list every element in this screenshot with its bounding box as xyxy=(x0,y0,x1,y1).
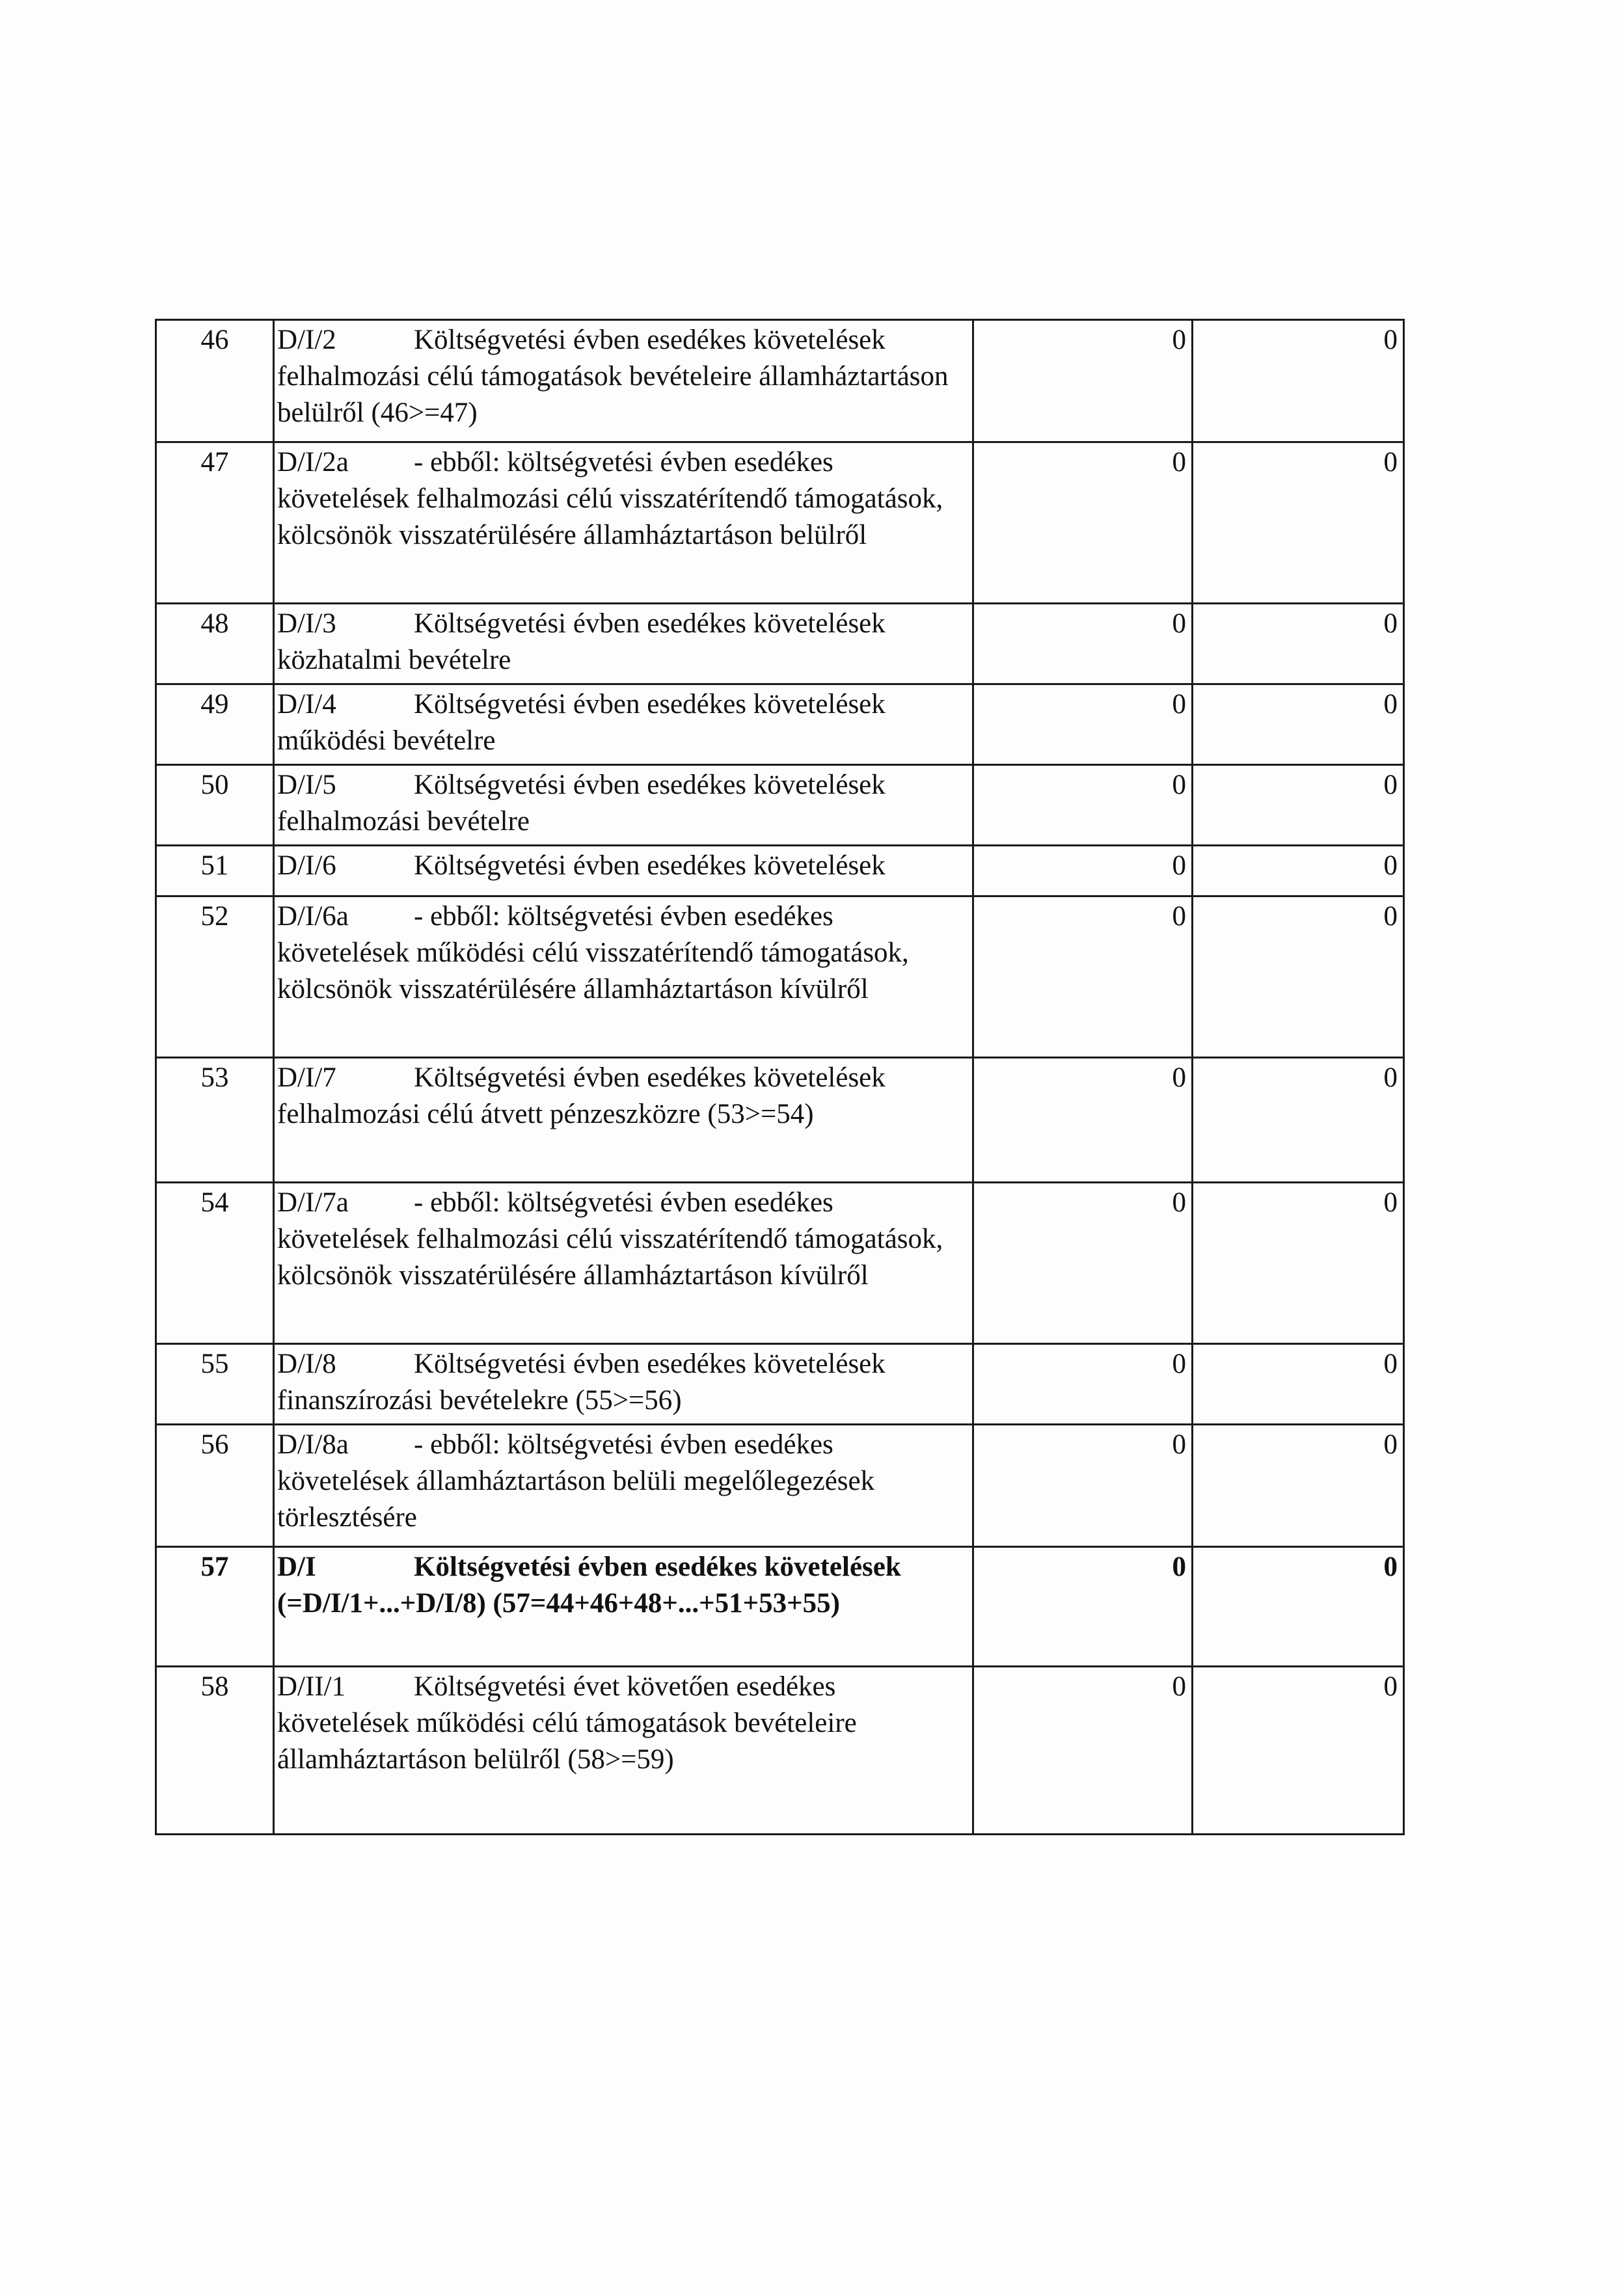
row-text: - ebből: költségvetési évben esedékes követelések felhalmozási célú visszatérítendő támogatások, kölcsönök visszatérülésére államháztartáson belülről xyxy=(277,447,943,550)
row-number: 48 xyxy=(156,604,274,684)
clipped-text xyxy=(277,848,967,887)
row-text: - ebből: költségvetési évben esedékes követelések működési célú visszatérítendő támogatások, kölcsönök visszatérülésére államháztartáson kívülről xyxy=(277,901,909,1004)
value-current: 0 xyxy=(973,846,1193,896)
row-code: D/I/2a xyxy=(277,447,349,478)
table-row xyxy=(156,442,1404,604)
row-text: Költségvetési évben esedékes követelések felhalmozási célú támogatások bevételeire államháztartáson belülről (46>=47) xyxy=(277,325,949,428)
row-code: D/I/4 xyxy=(277,689,336,720)
row-code: D/I/5 xyxy=(277,770,336,800)
table-row xyxy=(156,1058,1404,1183)
table-row xyxy=(156,1344,1404,1425)
row-text: - ebből: költségvetési évben esedékes követelések felhalmozási célú visszatérítendő támogatások, kölcsönök visszatérülésére államháztartáson kívülről xyxy=(277,1187,943,1291)
row-number: 46 xyxy=(156,320,274,442)
table-row xyxy=(156,896,1404,1058)
row-number: 55 xyxy=(156,1344,274,1425)
balance-table xyxy=(155,319,1405,1835)
value-previous: 0 xyxy=(1193,684,1404,765)
value-current: 0 xyxy=(973,1183,1193,1344)
row-number: 49 xyxy=(156,684,274,765)
row-text: Költségvetési évben esedékes követelések közhatalmi bevételre xyxy=(277,608,886,675)
value-previous: 0 xyxy=(1193,1667,1404,1835)
row-code: D/I/7 xyxy=(277,1062,336,1093)
value-current: 0 xyxy=(973,320,1193,442)
row-code: D/I xyxy=(277,1552,316,1582)
row-text: Költségvetési évben esedékes követelések xyxy=(414,850,886,881)
value-previous: 0 xyxy=(1193,846,1404,896)
value-current: 0 xyxy=(973,1058,1193,1183)
row-number: 56 xyxy=(156,1425,274,1547)
row-description xyxy=(274,684,973,765)
row-code: D/I/6a xyxy=(277,901,349,932)
row-number: 51 xyxy=(156,846,274,896)
value-current: 0 xyxy=(973,1344,1193,1425)
row-text: Költségvetési évben esedékes követelések működési bevételre xyxy=(277,689,886,756)
row-code: D/I/7a xyxy=(277,1187,349,1218)
row-description xyxy=(274,1344,973,1425)
table-row xyxy=(156,1667,1404,1835)
table-row-total xyxy=(156,1547,1404,1667)
table-row xyxy=(156,846,1404,896)
row-description xyxy=(274,1547,973,1667)
value-previous: 0 xyxy=(1193,1058,1404,1183)
value-current: 0 xyxy=(973,1547,1193,1667)
value-current: 0 xyxy=(973,1667,1193,1835)
value-previous: 0 xyxy=(1193,442,1404,604)
value-previous: 0 xyxy=(1193,604,1404,684)
row-number: 57 xyxy=(156,1547,274,1667)
row-description xyxy=(274,896,973,1058)
value-current: 0 xyxy=(973,684,1193,765)
value-previous: 0 xyxy=(1193,896,1404,1058)
row-code: D/I/8 xyxy=(277,1349,336,1379)
row-description xyxy=(274,1183,973,1344)
row-description xyxy=(274,320,973,442)
row-description xyxy=(274,765,973,846)
row-code: D/I/6 xyxy=(277,850,336,881)
row-text: Költségvetési évet követően esedékes követelések működési célú támogatások bevételeire államháztartáson belülről (58>=59) xyxy=(277,1671,857,1775)
value-current: 0 xyxy=(973,896,1193,1058)
row-number: 52 xyxy=(156,896,274,1058)
value-previous: 0 xyxy=(1193,1547,1404,1667)
value-previous: 0 xyxy=(1193,1344,1404,1425)
row-code: D/II/1 xyxy=(277,1671,346,1702)
value-current: 0 xyxy=(973,765,1193,846)
row-text: - ebből: költségvetési évben esedékes követelések államháztartáson belüli megelőlegezések törlesztésére xyxy=(277,1429,875,1533)
table-row xyxy=(156,684,1404,765)
row-code: D/I/8a xyxy=(277,1429,349,1460)
row-number: 53 xyxy=(156,1058,274,1183)
row-text: Költségvetési évben esedékes követelések finanszírozási bevételekre (55>=56) xyxy=(277,1349,886,1416)
row-description xyxy=(274,604,973,684)
row-description xyxy=(274,442,973,604)
row-number: 47 xyxy=(156,442,274,604)
row-code: D/I/2 xyxy=(277,325,336,355)
row-text: Költségvetési évben esedékes követelések (=D/I/1+...+D/I/8) (57=44+46+48+...+51+53+55) xyxy=(277,1552,901,1619)
value-current: 0 xyxy=(973,442,1193,604)
row-code: D/I/3 xyxy=(277,608,336,639)
row-number: 54 xyxy=(156,1183,274,1344)
row-number: 50 xyxy=(156,765,274,846)
table-row xyxy=(156,604,1404,684)
table-row xyxy=(156,1425,1404,1547)
row-text: Költségvetési évben esedékes követelések felhalmozási célú átvett pénzeszközre (53>=54) xyxy=(277,1062,886,1129)
value-previous: 0 xyxy=(1193,1425,1404,1547)
row-description xyxy=(274,846,973,896)
table-row xyxy=(156,765,1404,846)
value-current: 0 xyxy=(973,604,1193,684)
value-previous: 0 xyxy=(1193,320,1404,442)
row-number: 58 xyxy=(156,1667,274,1835)
table-row xyxy=(156,320,1404,442)
row-description xyxy=(274,1667,973,1835)
table-row xyxy=(156,1183,1404,1344)
value-current: 0 xyxy=(973,1425,1193,1547)
value-previous: 0 xyxy=(1193,765,1404,846)
row-description xyxy=(274,1058,973,1183)
value-previous: 0 xyxy=(1193,1183,1404,1344)
row-text: Költségvetési évben esedékes követelések felhalmozási bevételre xyxy=(277,770,886,837)
row-description xyxy=(274,1425,973,1547)
